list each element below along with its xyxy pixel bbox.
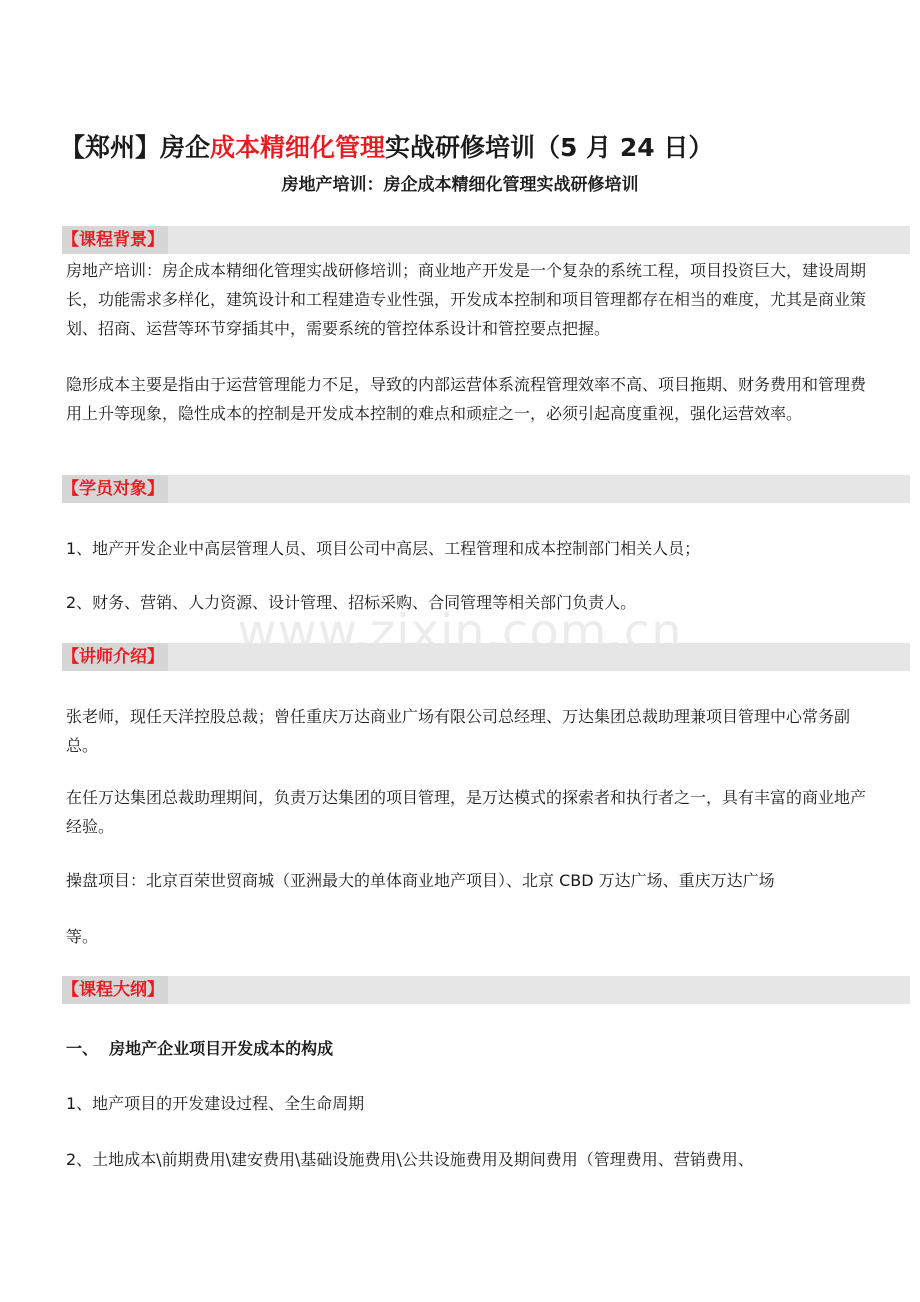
- section-header-audience: [62, 475, 910, 503]
- title-highlight: 成本精细化管理: [210, 133, 386, 162]
- watermark: www.zixin.com.cn: [237, 604, 683, 660]
- lecturer-paragraph-3: 操盘项目：北京百荣世贸商城（亚洲最大的单体商业地产项目）、北京 CBD 万达广场、重庆万达广场: [66, 871, 775, 890]
- audience-item-2: 2、财务、营销、人力资源、设计管理、招标采购、合同管理等相关部门负责人。: [66, 593, 637, 612]
- lecturer-paragraph-1: 张老师，现任天洋控股总裁；曾任重庆万达商业广场有限公司总经理、万达集团总裁助理兼项目管理中心常务副总。: [66, 707, 851, 755]
- outline-item-1: 1、地产项目的开发建设过程、全生命周期: [66, 1094, 365, 1113]
- section-label-audience: 【学员对象】: [62, 475, 168, 503]
- lecturer-paragraph-2: 在任万达集团总裁助理期间，负责万达集团的项目管理，是万达模式的探索者和执行者之一，具有丰富的商业地产经验。: [66, 788, 867, 836]
- section-header-lecturer: [62, 643, 910, 671]
- background-paragraph-1: 房地产培训：房企成本精细化管理实战研修培训；商业地产开发是一个复杂的系统工程，项目投资巨大，建设周期长，功能需求多样化，建筑设计和工程建造专业性强，开发成本控制和项目管理都存在相当的难度，尤其是商业策划、招商、运营等环节穿插其中，需要系统的管控体系设计和管控要点把握。: [66, 261, 867, 338]
- section-header-background: [62, 226, 910, 254]
- section-header-outline: [62, 976, 910, 1004]
- document-title: [60, 128, 860, 168]
- section-label-background: 【课程背景】: [62, 226, 168, 254]
- lecturer-paragraph-4: 等。: [66, 927, 99, 946]
- background-paragraph-2: 隐形成本主要是指由于运营管理能力不足，导致的内部运营体系流程管理效率不高、项目拖期、财务费用和管理费用上升等现象，隐性成本的控制是开发成本控制的难点和顽症之一，必须引起高度重视，强化运营效率。: [66, 375, 867, 423]
- title-suffix: 实战研修培训（5 月 24 日）: [385, 133, 714, 162]
- audience-item-1: 1、地产开发企业中高层管理人员、项目公司中高层、工程管理和成本控制部门相关人员；: [66, 539, 701, 558]
- outline-heading-1: 一、 房地产企业项目开发成本的构成: [66, 1039, 334, 1058]
- section-label-lecturer: 【讲师介绍】: [62, 643, 168, 671]
- title-prefix: 【郑州】房企: [60, 133, 211, 162]
- outline-item-2: 2、土地成本\前期费用\建安费用\基础设施费用\公共设施费用及期间费用（管理费用、营销费用、: [66, 1150, 754, 1169]
- section-label-outline: 【课程大纲】: [62, 976, 168, 1004]
- document-subtitle: 房地产培训：房企成本精细化管理实战研修培训: [281, 175, 639, 195]
